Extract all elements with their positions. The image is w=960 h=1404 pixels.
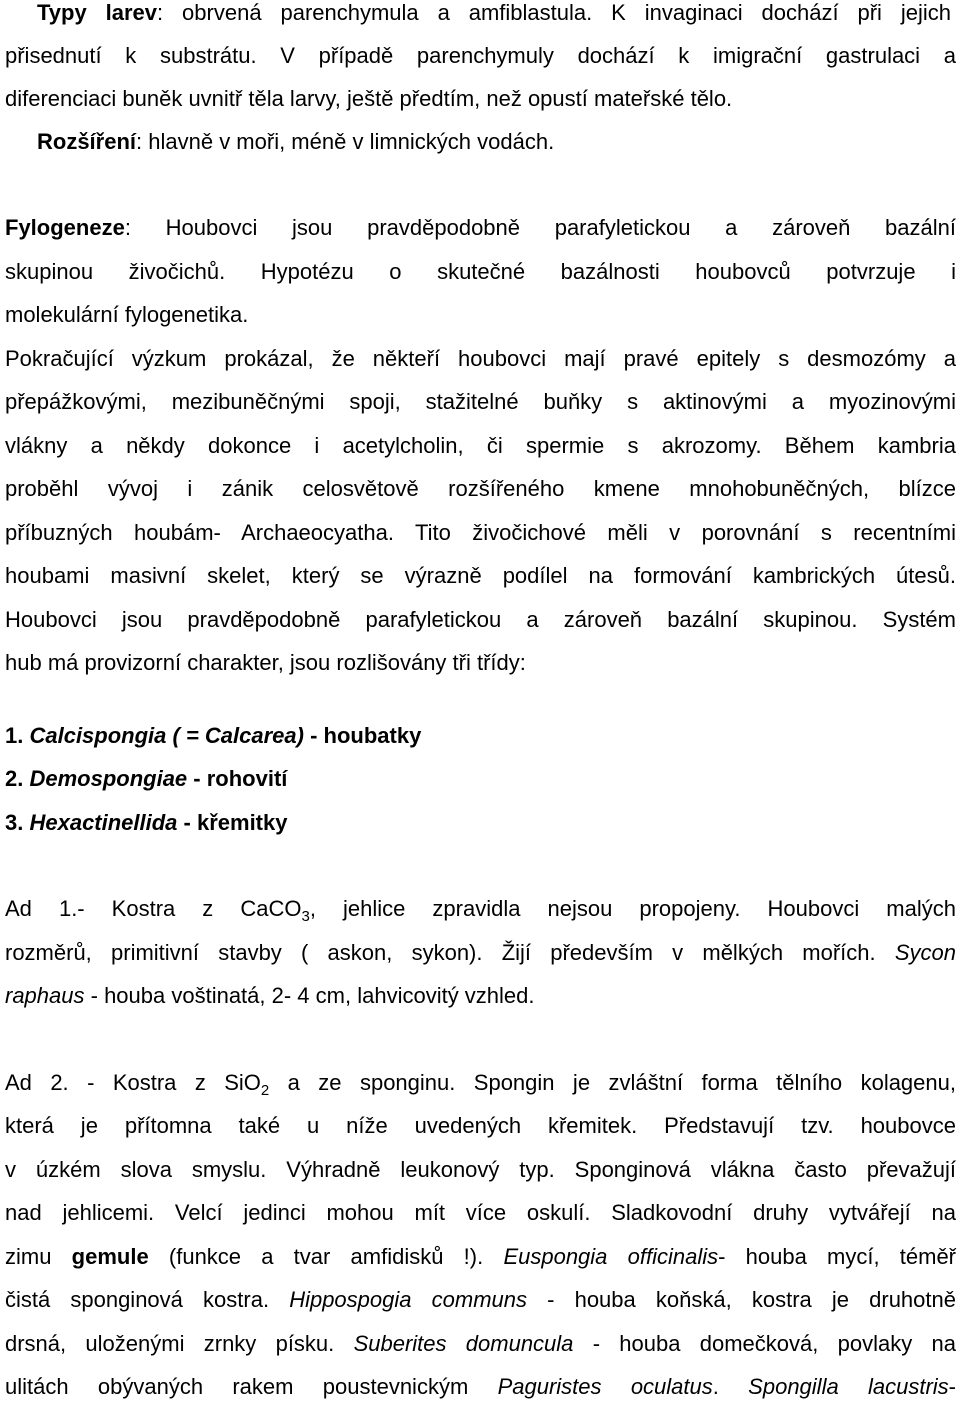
class-item-3 bbox=[5, 810, 287, 838]
phylogeny-label: Fylogeneze bbox=[5, 215, 125, 240]
class-number: 3. bbox=[5, 810, 30, 835]
class-common-name: - houbatky bbox=[303, 723, 422, 748]
ad2-line-7 bbox=[5, 1331, 956, 1359]
species-name: Paguristes oculatus bbox=[497, 1374, 713, 1399]
ad1-text: rozměrů, primitivní stavby ( askon, sykon). Žijí především v mělkých mořích. bbox=[5, 940, 876, 965]
phylogeny-line-2: skupinou živočichů. Hypotézu o skutečné bazálnosti houbovců potvrzuje i bbox=[5, 259, 956, 284]
class-number: 1. bbox=[5, 723, 30, 748]
ad1-line-3 bbox=[5, 983, 535, 1011]
ad2-text-rest: a ze sponginu. Spongin je zvláštní forma tělního kolagenu, bbox=[269, 1070, 956, 1095]
ad2-line-8 bbox=[5, 1374, 956, 1402]
ad2-text: - houba mycí, téměř bbox=[718, 1244, 957, 1269]
class-number: 2. bbox=[5, 766, 30, 791]
research-line-2: přepážkovými, mezibuněčnými spoji, stažitelné buňky s aktinovými a myozinovými bbox=[5, 389, 956, 414]
ad2-line-5 bbox=[5, 1244, 956, 1272]
ad2-text: - houba domečková, povlaky na bbox=[573, 1331, 956, 1356]
species-name: Hippospogia communs bbox=[289, 1287, 527, 1312]
larvae-line-2: přisednutí k substrátu. V případě parenchymuly dochází k imigrační gastrulaci a bbox=[5, 43, 956, 68]
ad1-text: Ad 1.- Kostra z CaCO bbox=[5, 896, 302, 921]
class-name: Calcispongia ( = Calcarea) bbox=[29, 723, 304, 748]
ad1-text-rest: , jehlice zpravidla nejsou propojeny. Houbovci malých bbox=[309, 896, 956, 921]
phylogeny-text: : Houbovci jsou pravděpodobně parafyletickou a zároveň bazální bbox=[124, 215, 956, 240]
ad2-text: čistá sponginová kostra. bbox=[5, 1287, 290, 1312]
ad2-text: ulitách obývaných rakem poustevnickým bbox=[5, 1374, 498, 1399]
ad2-text: drsná, uloženými zrnky písku. bbox=[5, 1331, 354, 1356]
ad2-line-6 bbox=[5, 1287, 956, 1315]
distribution-text: : hlavně v moři, méně v limnických vodách. bbox=[136, 129, 555, 154]
research-line-6: houbami masivní skelet, který se výrazně podílel na formování kambrických útesů. bbox=[5, 563, 956, 588]
research-line-8: hub má provizorní charakter, jsou rozlišovány tři třídy: bbox=[5, 650, 526, 675]
ad2-text: - houba koňská, kostra je druhotně bbox=[527, 1287, 956, 1312]
species-name: raphaus bbox=[5, 983, 85, 1008]
class-name: Hexactinellida bbox=[29, 810, 178, 835]
distribution-label: Rozšíření bbox=[37, 129, 137, 154]
distribution-line bbox=[37, 129, 554, 157]
phylogeny-line-1 bbox=[5, 215, 956, 243]
research-line-5: příbuzných houbám- Archaeocyatha. Tito živočichové měli v porovnání s recentními bbox=[5, 520, 956, 545]
ad2-line-2: která je přítomna také u níže uvedených křemitek. Představují tzv. houbovce bbox=[5, 1113, 956, 1138]
larvae-label: Typy larev bbox=[37, 0, 158, 25]
larvae-text: : obrvená parenchymula a amfiblastula. K invaginaci dochází při jejich bbox=[157, 0, 951, 25]
class-common-name: - křemitky bbox=[177, 810, 288, 835]
research-line-4: proběhl vývoj i zánik celosvětově rozšířeného kmene mnohobuněčných, blízce bbox=[5, 476, 956, 501]
ad1-line-2 bbox=[5, 940, 956, 968]
class-item-2 bbox=[5, 766, 287, 794]
species-name: Suberites domuncula bbox=[353, 1331, 574, 1356]
ad2-text: . bbox=[712, 1374, 749, 1399]
ad2-text: (funkce a tvar amfidisků !). bbox=[148, 1244, 504, 1269]
species-name: Euspongia officinalis bbox=[503, 1244, 719, 1269]
class-item-1 bbox=[5, 723, 421, 751]
ad1-subscript: 3 bbox=[301, 908, 310, 925]
ad2-text: zimu bbox=[5, 1244, 72, 1269]
ad2-line-4: nad jehlicemi. Velcí jedinci mohou mít více oskulí. Sladkovodní druhy vytvářejí na bbox=[5, 1200, 956, 1225]
class-name: Demospongiae bbox=[29, 766, 188, 791]
class-common-name: - rohovití bbox=[187, 766, 288, 791]
gemule-term: gemule bbox=[71, 1244, 149, 1269]
ad2-subscript: 2 bbox=[260, 1082, 270, 1099]
ad1-line-1 bbox=[5, 896, 956, 924]
phylogeny-line-3: molekulární fylogenetika. bbox=[5, 302, 249, 327]
research-line-3: vlákny a někdy dokonce i acetylcholin, či spermie s akrozomy. Během kambria bbox=[5, 433, 956, 458]
research-line-1: Pokračující výzkum prokázal, že někteří houbovci mají pravé epitely s desmozómy a bbox=[5, 346, 956, 371]
species-name: Spongilla lacustris bbox=[748, 1374, 949, 1399]
ad2-line-3: v úzkém slova smyslu. Výhradně leukonový typ. Sponginová vlákna často převažují bbox=[5, 1157, 956, 1182]
ad2-text: - bbox=[948, 1374, 956, 1399]
larvae-line-3: diferenciaci buněk uvnitř těla larvy, ještě předtím, než opustí mateřské tělo. bbox=[5, 86, 733, 111]
research-line-7: Houbovci jsou pravděpodobně parafyletickou a zároveň bazální skupinou. Systém bbox=[5, 607, 956, 632]
larvae-line-1 bbox=[37, 0, 951, 28]
ad2-line-1 bbox=[5, 1070, 956, 1098]
ad1-text: - houba voštinatá, 2- 4 cm, lahvicovitý vzhled. bbox=[84, 983, 535, 1008]
ad2-text: Ad 2. - Kostra z SiO bbox=[5, 1070, 261, 1095]
species-name: Sycon bbox=[894, 940, 956, 965]
